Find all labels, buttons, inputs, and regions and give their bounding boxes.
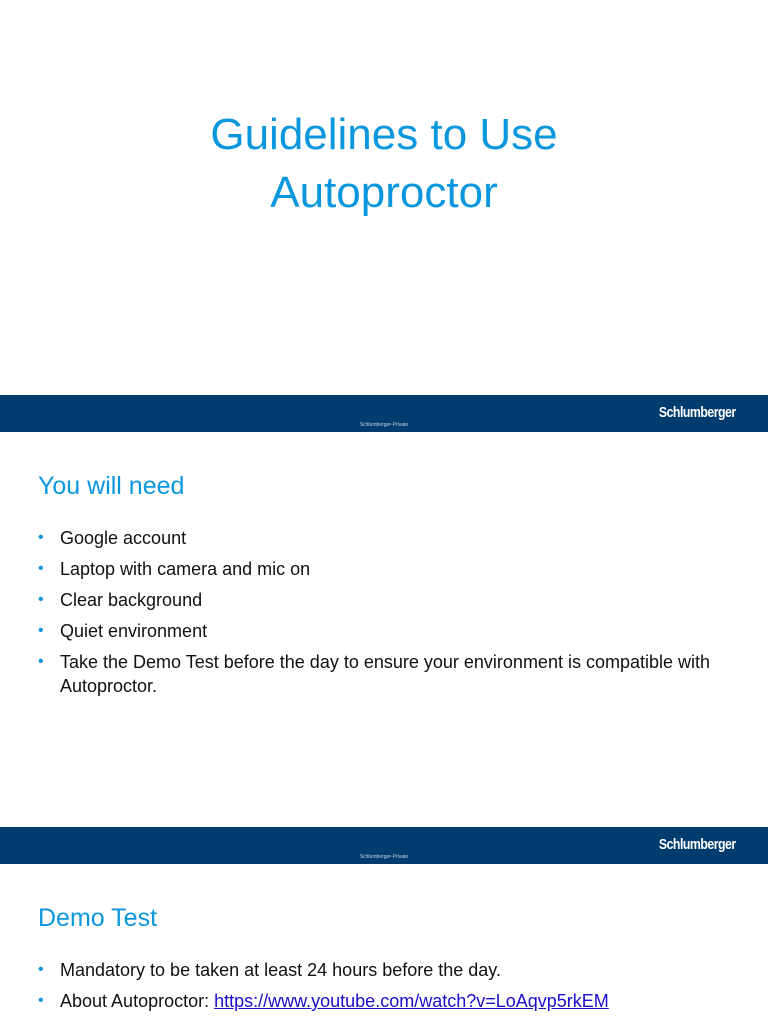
- list-item-text: Take the Demo Test before the day to ensure your environment is compatible with Autoproctor.: [60, 652, 711, 696]
- list-item: [38, 526, 728, 550]
- title-line-1: Guidelines to Use: [210, 110, 558, 159]
- bullet-icon: •: [38, 529, 44, 546]
- slide-title: [0, 106, 768, 222]
- demo-test-list: [38, 958, 728, 1020]
- list-item: [38, 588, 728, 612]
- brand-logo: Schlumberger: [659, 404, 736, 421]
- slide-heading: You will need: [38, 472, 185, 500]
- list-item-text: Google account: [60, 528, 187, 548]
- title-slide: [0, 0, 768, 432]
- bullet-icon: •: [38, 591, 44, 608]
- list-item: [38, 619, 728, 643]
- classification-label: Schlumberger-Private: [359, 422, 409, 428]
- list-item: [38, 958, 728, 982]
- title-line-2: Autoproctor: [270, 168, 498, 217]
- list-item: [38, 650, 728, 698]
- list-item-text: Quiet environment: [60, 621, 208, 641]
- demo-test-slide: [0, 864, 768, 1024]
- slide-heading: Demo Test: [38, 904, 158, 932]
- list-item: [38, 989, 728, 1013]
- requirements-list: [38, 526, 728, 705]
- slide-footer-bar: [0, 827, 768, 864]
- list-item-text: Clear background: [60, 590, 203, 610]
- youtube-link[interactable]: https://www.youtube.com/watch?v=LoAqvp5rkEM: [214, 991, 609, 1011]
- bullet-icon: •: [38, 622, 44, 639]
- list-item-text: About Autoproctor:: [60, 991, 215, 1011]
- bullet-icon: •: [38, 961, 44, 978]
- slide-footer-bar: [0, 395, 768, 432]
- requirements-slide: [0, 432, 768, 864]
- bullet-icon: •: [38, 560, 44, 577]
- list-item-text: Laptop with camera and mic on: [60, 559, 311, 579]
- bullet-icon: •: [38, 653, 44, 670]
- list-item-text: Mandatory to be taken at least 24 hours before the day.: [60, 960, 501, 980]
- list-item: [38, 557, 728, 581]
- bullet-icon: •: [38, 992, 44, 1009]
- brand-logo: Schlumberger: [659, 836, 736, 853]
- classification-label: Schlumberger-Private: [359, 854, 409, 860]
